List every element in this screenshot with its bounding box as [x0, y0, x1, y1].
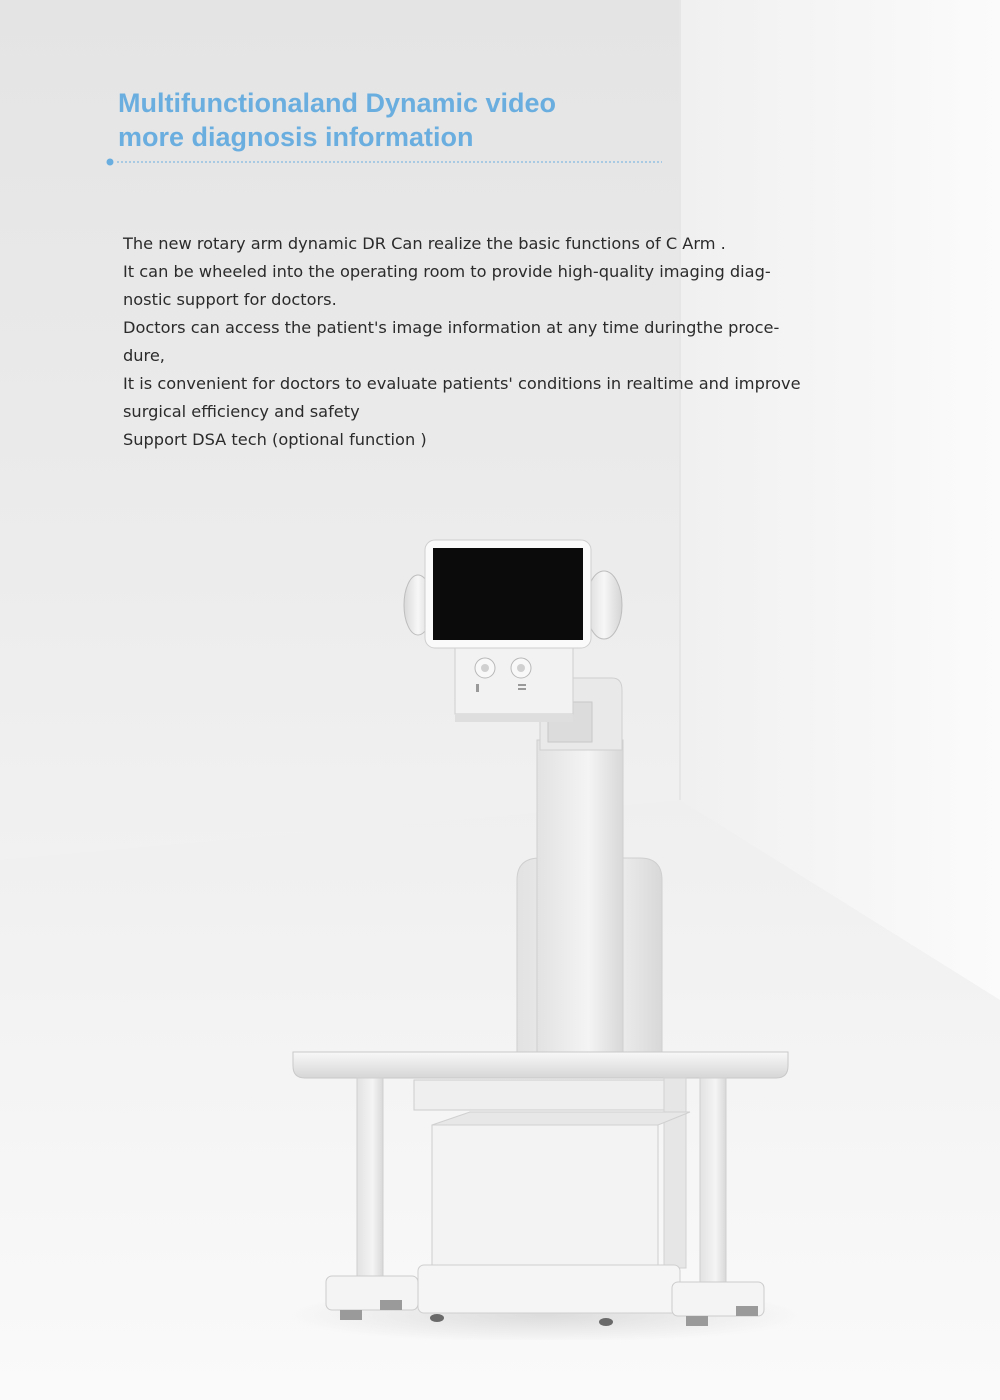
description-line: Doctors can access the patient's image information at any time duringthe proce- — [123, 318, 780, 337]
dr-device-illustration — [280, 530, 800, 1340]
headline — [118, 86, 556, 154]
description-line: nostic support for doctors. — [123, 290, 337, 309]
description-text — [123, 230, 883, 454]
headline-line-2: more diagnosis information — [118, 122, 474, 152]
description-line: It is convenient for doctors to evaluate patients' conditions in realtime and improve — [123, 374, 801, 393]
description-line: The new rotary arm dynamic DR Can realize the basic functions of C Arm . — [123, 234, 726, 253]
headline-line-1: Multifunctionaland Dynamic video — [118, 88, 557, 118]
description-line: surgical efficiency and safety — [123, 402, 360, 421]
description-line: Support DSA tech (optional function ) — [123, 430, 427, 449]
description-line: It can be wheeled into the operating room to provide high-quality imaging diag- — [123, 262, 771, 281]
dotted-divider — [105, 157, 662, 167]
description-line: dure, — [123, 346, 165, 365]
